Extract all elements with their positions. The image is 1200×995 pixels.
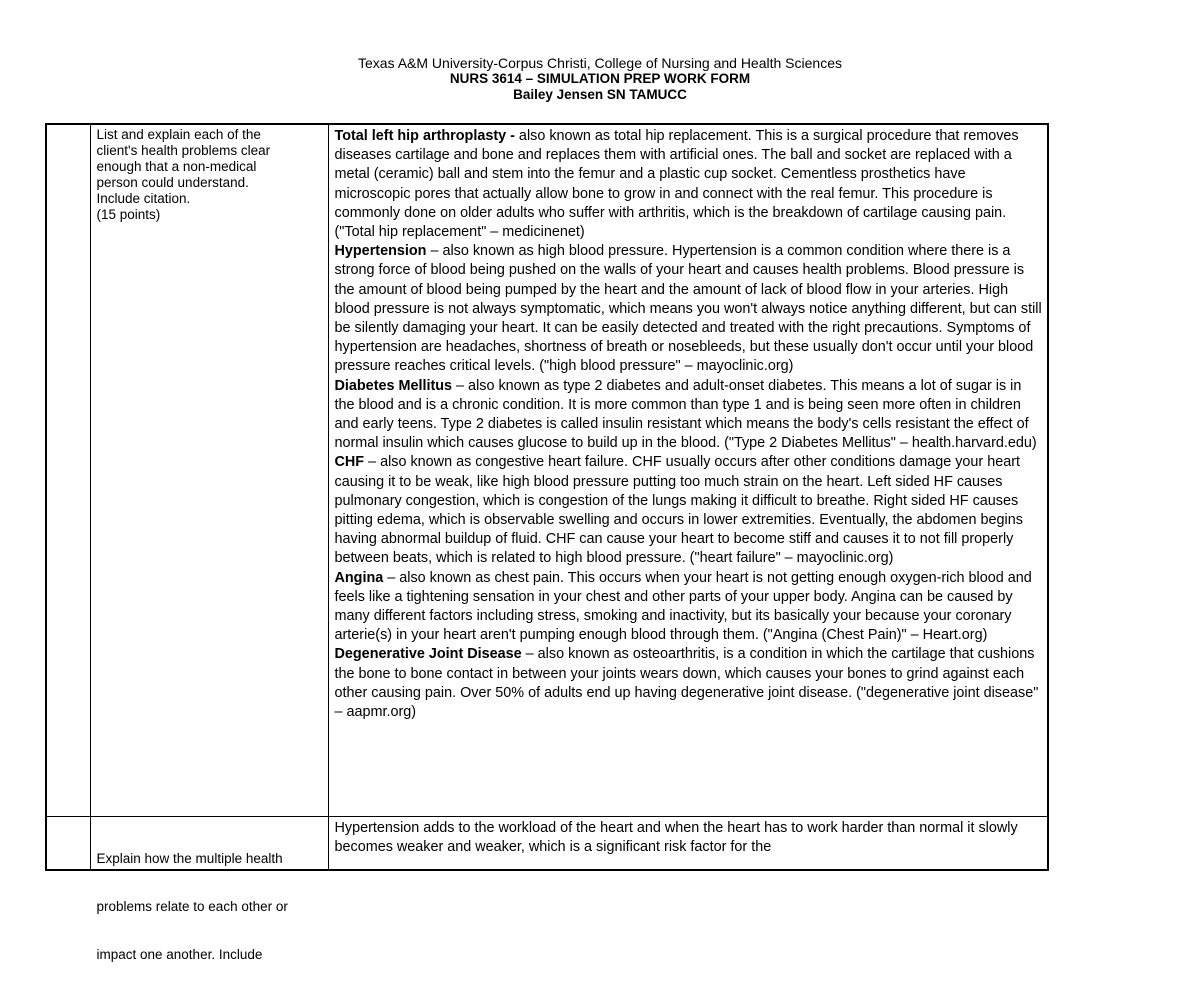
health-problem-entry bbox=[335, 242, 1044, 376]
health-problem-text: – also known as chest pain. This occurs when your heart is not getting enough oxygen-rich blood and feels like a tightening sensation in your chest and other parts of your upper body. Angina can be caused by many different factors including stress, smoking and inactivity, but its basically your because your coronary arterie(s) in your heart aren't pumping enough blood through them. ("Angina (Chest Pain)" – Heart.org) bbox=[334, 569, 1032, 644]
health-problem-term: Total left hip arthroplasty - bbox=[334, 128, 515, 144]
prompt-line: problems relate to each other or bbox=[96, 898, 288, 914]
health-problem-term: CHF bbox=[334, 454, 365, 471]
prompt-line: enough that a non-medical bbox=[96, 159, 257, 174]
prompt-cell bbox=[90, 816, 328, 962]
health-problem-text: also known as total hip replacement. This is a surgical procedure that removes diseases cartilage and bone and replaces them with artificial ones. The ball and socket are replaced with a metal (ceramic) ball and stem into the femur and a plastic cup socket. Cementless prosthetics have microscopic pores that actually allow bone to grow in and connect with the real femur. This procedure is commonly done on older adults who suffer with arthritis, which is the breakdown of cartilage causing pain. ("Total hip replacement" – medicinenet) bbox=[334, 128, 1019, 241]
health-problem-term: Angina bbox=[334, 569, 384, 586]
prompt-cell bbox=[90, 124, 328, 816]
health-problem-entry bbox=[335, 453, 1044, 568]
student-name: Bailey Jensen SN TAMUCC bbox=[513, 87, 687, 102]
form-title: NURS 3614 – SIMULATION PREP WORK FORM bbox=[449, 71, 751, 86]
prompt-line: (15 points) bbox=[96, 207, 161, 222]
prompt-line: List and explain each of the bbox=[96, 127, 261, 142]
answer-cell bbox=[328, 816, 1048, 870]
health-problem-entry bbox=[335, 569, 1044, 646]
answer-text: Hypertension adds to the workload of the heart and when the heart has to work harder than normal it slowly becomes weaker and weaker, which is a significant risk factor for the bbox=[334, 819, 1018, 855]
prompt-line: person could understand. bbox=[96, 175, 249, 190]
institution-line: Texas A&M University-Corpus Christi, College of Nursing and Health Sciences bbox=[358, 55, 842, 71]
prompt-line: impact one another. Include bbox=[96, 946, 263, 962]
health-problem-term: Degenerative Joint Disease bbox=[334, 646, 522, 663]
prompt-line: Include citation. bbox=[96, 191, 191, 206]
document-header bbox=[0, 55, 1200, 103]
prompt-line: client's health problems clear bbox=[96, 143, 271, 158]
prompt-line: Explain how the multiple health bbox=[96, 850, 283, 866]
health-problem-term: Hypertension bbox=[334, 243, 427, 260]
table-row bbox=[46, 124, 1048, 816]
health-problem-text: – also known as osteoarthritis, is a condition in which the cartilage that cushions the bone to bone contact in between your joints wears down, which causes your bones to grind against each other causing pain. Over 50% of adults end up having degenerative joint disease. ("degenerative joint disease" – aapmr.org) bbox=[334, 646, 1039, 721]
health-problem-text: – also known as congestive heart failure. CHF usually occurs after other conditions damage your heart causing it to be weak, like high blood pressure putting too much strain on the heart. Left sided HF causes pulmonary congestion, which is congestion of the lungs making it difficult to breathe. Right sided HF causes pitting edema, which is observable swelling and occurs in lower extremities. Eventually, the abdomen begins having abnormal buildup of fluid. CHF can cause your heart to become stiff and causes it to not fill properly between beats, which is related to high blood pressure. ("heart failure" – mayoclinic.org) bbox=[334, 454, 1023, 567]
health-problem-text: – also known as high blood pressure. Hypertension is a common condition where there is a strong force of blood being pushed on the walls of your heart and causes health problems. Blood pressure is the amount of blood being pumped by the heart and the amount of lack of blood flow in your arteries. High blood pressure is not always symptomatic, which means you won't always notice anything different, but can still be silently damaging your heart. It can be easily detected and treated with the right precautions. Symptoms of hypertension are headaches, shortness of breath or nosebleeds, but these usually don't occur until your blood pressure reaches critical levels. ("high blood pressure" – mayoclinic.org) bbox=[334, 243, 1042, 375]
empty-cell bbox=[46, 124, 90, 816]
health-problem-entry bbox=[335, 127, 1044, 242]
table-row bbox=[46, 816, 1048, 870]
health-problem-entry bbox=[335, 377, 1044, 454]
health-problem-text: – also known as type 2 diabetes and adult-onset diabetes. This means a lot of sugar is in the blood and is a chronic condition. It is more common than type 1 and is being seen more often in children and early teens. Type 2 diabetes is called insulin resistant which means the body's cells resistant the effect of normal insulin which causes glucose to build up in the blood. ("Type 2 Diabetes Mellitus" – health.harvard.edu) bbox=[334, 377, 1037, 452]
prep-work-table bbox=[45, 123, 1049, 962]
answer-cell bbox=[328, 124, 1048, 816]
empty-cell bbox=[46, 816, 90, 870]
health-problem-term: Diabetes Mellitus bbox=[334, 377, 453, 394]
health-problem-entry bbox=[335, 645, 1044, 722]
